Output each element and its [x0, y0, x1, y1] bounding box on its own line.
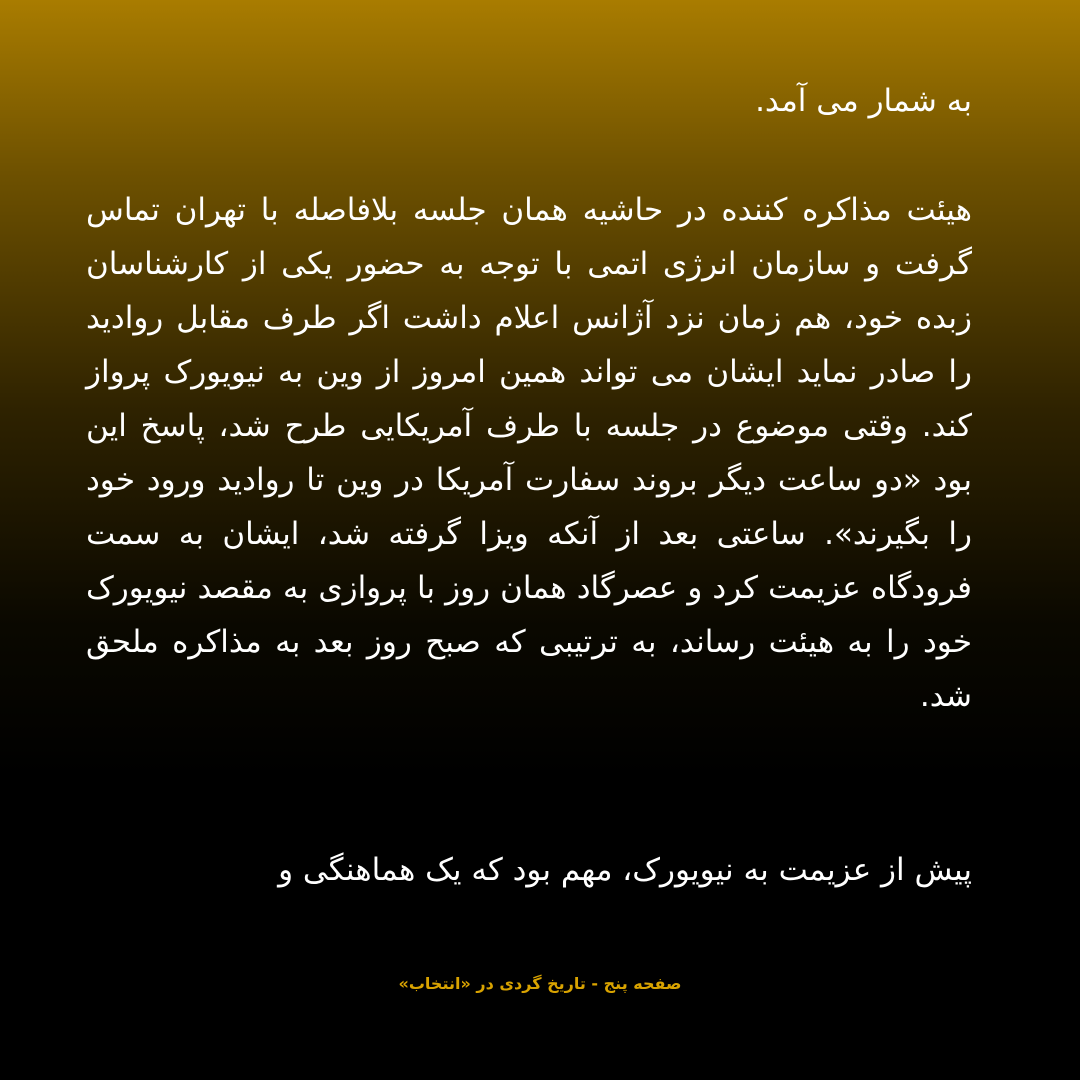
page-footer: صفحه پنج - تاریخ گردی در «انتخاب»: [398, 974, 682, 993]
paragraph-1: به شمار می آمد.: [755, 83, 972, 119]
paragraph-2: هیئت مذاکره کننده در حاشیه همان جلسه بلافاصله با تهران تماس گرفت و سازمان انرژی اتمی با توجه به حضور یکی از کارشناسان زبده خود، هم زمان نزد آژانس اعلام داشت اگر طرف مقابل روادید را صادر نماید ایشان می تواند همین امروز از وین به نیویورک پرواز کند. وقتی موضوع در جلسه با طرف آمریکایی طرح شد، پاسخ این بود «دو ساعت دیگر بروند سفارت آمریکا در وین تا روادید ورود خود را بگیرند». ساعتی بعد از آنکه ویزا گرفته شد، ایشان به سمت فرودگاه عزیمت کرد و عصرگاد همان روز با پروازی به مقصد نیویورک خود را به هیئت رساند، به ترتیبی که صبح روز بعد به مذاکره ملحق شد.: [86, 192, 972, 714]
paragraph-3: پیش از عزیمت به نیویورک، مهم بود که یک هماهنگی و: [278, 852, 972, 888]
